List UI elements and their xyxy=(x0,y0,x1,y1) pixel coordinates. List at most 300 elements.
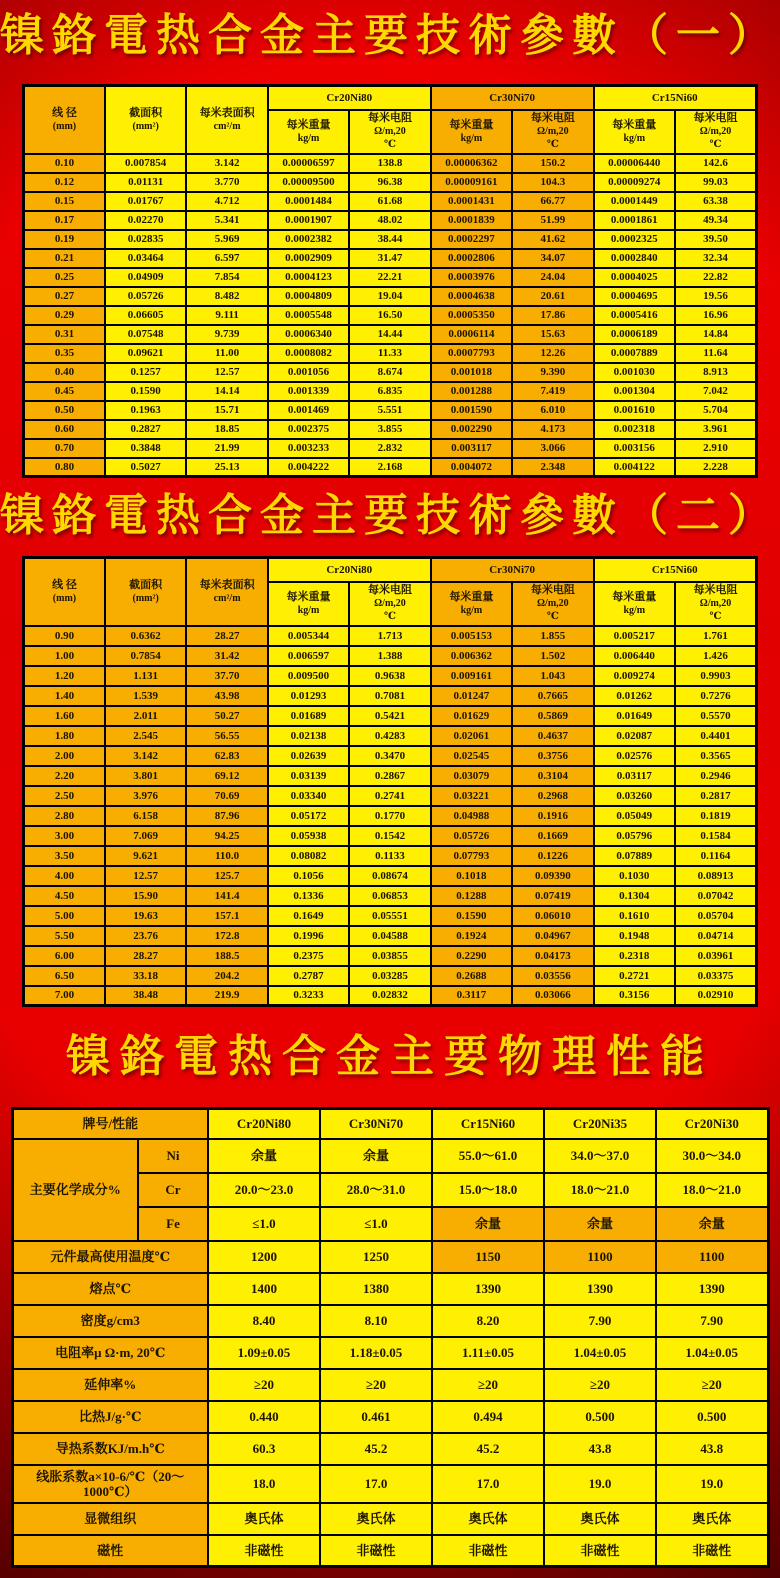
param-cell: 0.1133 xyxy=(349,846,430,866)
param-row xyxy=(24,420,757,439)
element-label: Ni xyxy=(138,1139,208,1173)
alloy-group-header: Cr20Ni80 xyxy=(268,86,431,110)
param-row xyxy=(24,986,757,1006)
param-cell: 0.2375 xyxy=(268,946,349,966)
param-cell: 16.50 xyxy=(349,306,430,325)
chem-value-cell: 15.0～18.0 xyxy=(432,1173,544,1207)
param-cell: 0.1056 xyxy=(268,866,349,886)
param-cell: 9.739 xyxy=(186,325,267,344)
param-cell: 41.62 xyxy=(512,230,593,249)
phys-property-row xyxy=(12,1337,768,1369)
param-cell: 172.8 xyxy=(186,926,267,946)
param-cell: 0.005153 xyxy=(431,626,512,646)
phys-property-row xyxy=(12,1241,768,1273)
param-cell: 0.001339 xyxy=(268,382,349,401)
param-cell: 110.0 xyxy=(186,846,267,866)
chem-value-cell: 余量 xyxy=(544,1207,656,1241)
param-cell: 0.2741 xyxy=(349,786,430,806)
param-cell: 28.27 xyxy=(105,946,186,966)
param-row xyxy=(24,626,757,646)
param-cell: 1.131 xyxy=(105,666,186,686)
param-cell: 11.33 xyxy=(349,344,430,363)
surface-area-header: 每米表面积 cm²/m xyxy=(186,558,267,626)
alloy-name-header: Cr30Ni70 xyxy=(320,1109,432,1139)
param-cell: 219.9 xyxy=(186,986,267,1006)
phys-value-cell: 8.40 xyxy=(208,1305,320,1337)
param-cell: 0.0001484 xyxy=(268,192,349,211)
param-cell: 0.9638 xyxy=(349,666,430,686)
param-cell: 0.2688 xyxy=(431,966,512,986)
chem-value-cell: ≤1.0 xyxy=(320,1207,432,1241)
param-cell: 12.57 xyxy=(186,363,267,382)
diameter-header: 线 径 (mm) xyxy=(24,558,105,626)
phys-value-cell: 1.04±0.05 xyxy=(544,1337,656,1369)
param-cell: 0.07793 xyxy=(431,846,512,866)
param-cell: 51.99 xyxy=(512,211,593,230)
param-cell: 1.60 xyxy=(24,706,105,726)
param-cell: 138.8 xyxy=(349,154,430,173)
param-cell: 0.07889 xyxy=(594,846,675,866)
phys-value-cell: 1100 xyxy=(656,1241,768,1273)
param-cell: 11.64 xyxy=(675,344,757,363)
param-cell: 0.02832 xyxy=(349,986,430,1006)
param-cell: 16.96 xyxy=(675,306,757,325)
param-cell: 25.13 xyxy=(186,458,267,477)
param-cell: 2.348 xyxy=(512,458,593,477)
param-cell: 0.1996 xyxy=(268,926,349,946)
param-cell: 69.12 xyxy=(186,766,267,786)
alloy-group-header: Cr20Ni80 xyxy=(268,558,431,582)
phys-property-row xyxy=(12,1401,768,1433)
param-cell: 2.50 xyxy=(24,786,105,806)
chem-composition-row xyxy=(12,1139,768,1173)
param-row xyxy=(24,306,757,325)
param-cell: 15.71 xyxy=(186,401,267,420)
param-cell: 0.27 xyxy=(24,287,105,306)
param-cell: 0.29 xyxy=(24,306,105,325)
param-row xyxy=(24,287,757,306)
param-cell: 0.05704 xyxy=(675,906,757,926)
param-cell: 4.173 xyxy=(512,420,593,439)
param-cell: 1.00 xyxy=(24,646,105,666)
weight-per-meter-header: 每米重量 kg/m xyxy=(594,582,675,626)
param-cell: 0.02270 xyxy=(105,211,186,230)
param-cell: 0.1669 xyxy=(512,826,593,846)
param-cell: 0.003117 xyxy=(431,439,512,458)
param-cell: 0.0001431 xyxy=(431,192,512,211)
phys-value-cell: 1.04±0.05 xyxy=(656,1337,768,1369)
param-cell: 56.55 xyxy=(186,726,267,746)
param-cell: 0.80 xyxy=(24,458,105,477)
param-cell: 0.05726 xyxy=(105,287,186,306)
param-row xyxy=(24,886,757,906)
param-table-2 xyxy=(22,556,758,1007)
phys-value-cell: 非磁性 xyxy=(320,1535,432,1567)
param-cell: 0.1770 xyxy=(349,806,430,826)
param-cell: 0.03340 xyxy=(268,786,349,806)
param-cell: 0.07042 xyxy=(675,886,757,906)
alloy-group-header: Cr15Ni60 xyxy=(594,86,757,110)
param-cell: 0.17 xyxy=(24,211,105,230)
param-cell: 0.2817 xyxy=(675,786,757,806)
param-cell: 0.2968 xyxy=(512,786,593,806)
phys-value-cell: 0.494 xyxy=(432,1401,544,1433)
param-row xyxy=(24,926,757,946)
phys-value-cell: 1100 xyxy=(544,1241,656,1273)
param-cell: 0.4637 xyxy=(512,726,593,746)
param-cell: 1.80 xyxy=(24,726,105,746)
param-row xyxy=(24,401,757,420)
phys-value-cell: 7.90 xyxy=(656,1305,768,1337)
param-cell: 4.50 xyxy=(24,886,105,906)
param-cell: 0.70 xyxy=(24,439,105,458)
param-cell: 0.06605 xyxy=(105,306,186,325)
param-cell: 0.3156 xyxy=(594,986,675,1006)
element-label: Cr xyxy=(138,1173,208,1207)
param-cell: 0.3104 xyxy=(512,766,593,786)
param-cell: 0.2867 xyxy=(349,766,430,786)
param-row xyxy=(24,706,757,726)
param-row xyxy=(24,458,757,477)
param-cell: 31.47 xyxy=(349,249,430,268)
param-cell: 0.05551 xyxy=(349,906,430,926)
param-cell: 0.09621 xyxy=(105,344,186,363)
param-cell: 0.04967 xyxy=(512,926,593,946)
param-cell: 0.1257 xyxy=(105,363,186,382)
param-cell: 1.20 xyxy=(24,666,105,686)
property-label: 线胀系数a×10-6/℃（20～1000℃） xyxy=(12,1465,208,1503)
phys-value-cell: 1390 xyxy=(432,1273,544,1305)
param-cell: 0.03260 xyxy=(594,786,675,806)
phys-value-cell: 1150 xyxy=(432,1241,544,1273)
section-area-header: 截面积 (mm²) xyxy=(105,558,186,626)
param-cell: 2.011 xyxy=(105,706,186,726)
param-cell: 12.26 xyxy=(512,344,593,363)
param-cell: 0.005217 xyxy=(594,626,675,646)
param-cell: 15.90 xyxy=(105,886,186,906)
resistance-per-meter-header: 每米电阻 Ω/m,20 ℃ xyxy=(675,582,757,626)
param-cell: 0.15 xyxy=(24,192,105,211)
phys-value-cell: 7.90 xyxy=(544,1305,656,1337)
param-cell: 1.502 xyxy=(512,646,593,666)
param-cell: 2.228 xyxy=(675,458,757,477)
param-cell: 0.02576 xyxy=(594,746,675,766)
param-cell: 0.1610 xyxy=(594,906,675,926)
param-cell: 0.01131 xyxy=(105,173,186,192)
param-cell: 3.142 xyxy=(105,746,186,766)
phys-value-cell: 1400 xyxy=(208,1273,320,1305)
param-cell: 8.913 xyxy=(675,363,757,382)
phys-value-cell: 1380 xyxy=(320,1273,432,1305)
phys-value-cell: 奥氏体 xyxy=(320,1503,432,1535)
chem-value-cell: 余量 xyxy=(320,1139,432,1173)
param-cell: 0.02910 xyxy=(675,986,757,1006)
param-cell: 0.0001861 xyxy=(594,211,675,230)
param-cell: 0.1584 xyxy=(675,826,757,846)
param-cell: 19.56 xyxy=(675,287,757,306)
param-cell: 5.50 xyxy=(24,926,105,946)
param-cell: 0.009500 xyxy=(268,666,349,686)
param-cell: 0.02087 xyxy=(594,726,675,746)
param-cell: 0.001030 xyxy=(594,363,675,382)
param-cell: 3.976 xyxy=(105,786,186,806)
chem-value-cell: 55.0～61.0 xyxy=(432,1139,544,1173)
phys-value-cell: 43.8 xyxy=(544,1433,656,1465)
param-cell: 9.390 xyxy=(512,363,593,382)
param-cell: 0.7276 xyxy=(675,686,757,706)
param-cell: 0.2827 xyxy=(105,420,186,439)
param-cell: 0.1649 xyxy=(268,906,349,926)
param-cell: 0.35 xyxy=(24,344,105,363)
param-cell: 0.0005350 xyxy=(431,306,512,325)
param-cell: 142.6 xyxy=(675,154,757,173)
param-cell: 0.0002909 xyxy=(268,249,349,268)
param-row xyxy=(24,666,757,686)
param-cell: 0.0004809 xyxy=(268,287,349,306)
alloy-group-header: Cr30Ni70 xyxy=(431,558,594,582)
param-cell: 0.04909 xyxy=(105,268,186,287)
phys-property-row xyxy=(12,1465,768,1503)
phys-property-row xyxy=(12,1433,768,1465)
phys-value-cell: 19.0 xyxy=(544,1465,656,1503)
phys-property-row xyxy=(12,1305,768,1337)
param-cell: 0.21 xyxy=(24,249,105,268)
param-cell: 0.002318 xyxy=(594,420,675,439)
phys-property-row xyxy=(12,1535,768,1567)
param-cell: 0.0002325 xyxy=(594,230,675,249)
chem-value-cell: 余量 xyxy=(208,1139,320,1173)
param-cell: 2.80 xyxy=(24,806,105,826)
param-cell: 0.04588 xyxy=(349,926,430,946)
phys-property-row xyxy=(12,1273,768,1305)
param-cell: 0.03221 xyxy=(431,786,512,806)
phys-value-cell: 19.0 xyxy=(656,1465,768,1503)
param-cell: 0.003156 xyxy=(594,439,675,458)
param-cell: 0.001610 xyxy=(594,401,675,420)
param-cell: 0.05938 xyxy=(268,826,349,846)
param-cell: 0.1336 xyxy=(268,886,349,906)
param-cell: 0.001288 xyxy=(431,382,512,401)
diameter-header: 线 径 (mm) xyxy=(24,86,105,154)
param-cell: 204.2 xyxy=(186,966,267,986)
param-cell: 0.005344 xyxy=(268,626,349,646)
property-label: 显微组织 xyxy=(12,1503,208,1535)
phys-value-cell: ≥20 xyxy=(320,1369,432,1401)
param-cell: 5.551 xyxy=(349,401,430,420)
param-cell: 0.02545 xyxy=(431,746,512,766)
param-cell: 141.4 xyxy=(186,886,267,906)
param-cell: 0.5869 xyxy=(512,706,593,726)
param-cell: 61.68 xyxy=(349,192,430,211)
param-cell: 6.010 xyxy=(512,401,593,420)
alloy-name-header: Cr20Ni30 xyxy=(656,1109,768,1139)
param-cell: 5.969 xyxy=(186,230,267,249)
param-cell: 12.57 xyxy=(105,866,186,886)
param-cell: 0.009161 xyxy=(431,666,512,686)
param-cell: 19.63 xyxy=(105,906,186,926)
param-cell: 0.0006340 xyxy=(268,325,349,344)
param-cell: 0.10 xyxy=(24,154,105,173)
phys-value-cell: 1250 xyxy=(320,1241,432,1273)
alloy-group-header: Cr30Ni70 xyxy=(431,86,594,110)
chem-value-cell: 余量 xyxy=(432,1207,544,1241)
param-cell: 0.00009161 xyxy=(431,173,512,192)
param-cell: 0.05049 xyxy=(594,806,675,826)
param-cell: 7.854 xyxy=(186,268,267,287)
param-cell: 0.07419 xyxy=(512,886,593,906)
param-cell: 0.1963 xyxy=(105,401,186,420)
param-cell: 0.00009500 xyxy=(268,173,349,192)
param-cell: 0.1590 xyxy=(105,382,186,401)
param-cell: 0.50 xyxy=(24,401,105,420)
param-cell: 24.04 xyxy=(512,268,593,287)
param-cell: 3.00 xyxy=(24,826,105,846)
param-cell: 0.1226 xyxy=(512,846,593,866)
param-cell: 0.001304 xyxy=(594,382,675,401)
param-cell: 0.001056 xyxy=(268,363,349,382)
phys-value-cell: 非磁性 xyxy=(208,1535,320,1567)
param-cell: 14.84 xyxy=(675,325,757,344)
param-cell: 0.01293 xyxy=(268,686,349,706)
param-row xyxy=(24,249,757,268)
resistance-per-meter-header: 每米电阻 Ω/m,20 ℃ xyxy=(349,582,430,626)
param-cell: 0.04714 xyxy=(675,926,757,946)
param-cell: 0.04988 xyxy=(431,806,512,826)
param-cell: 2.00 xyxy=(24,746,105,766)
param-cell: 0.02639 xyxy=(268,746,349,766)
property-label: 密度g/cm3 xyxy=(12,1305,208,1337)
param-cell: 2.20 xyxy=(24,766,105,786)
param-row xyxy=(24,966,757,986)
phys-value-cell: 43.8 xyxy=(656,1433,768,1465)
param-cell: 0.006362 xyxy=(431,646,512,666)
param-cell: 15.63 xyxy=(512,325,593,344)
param-cell: 0.03556 xyxy=(512,966,593,986)
phys-value-cell: 17.0 xyxy=(432,1465,544,1503)
param-cell: 0.05172 xyxy=(268,806,349,826)
param-cell: 0.07548 xyxy=(105,325,186,344)
resistance-per-meter-header: 每米电阻 Ω/m,20 ℃ xyxy=(675,110,757,154)
param-cell: 7.419 xyxy=(512,382,593,401)
param-row xyxy=(24,946,757,966)
param-cell: 0.01689 xyxy=(268,706,349,726)
param-cell: 0.02061 xyxy=(431,726,512,746)
param-cell: 7.042 xyxy=(675,382,757,401)
alloy-group-header: Cr15Ni60 xyxy=(594,558,757,582)
param-cell: 0.02138 xyxy=(268,726,349,746)
param-cell: 34.07 xyxy=(512,249,593,268)
param-cell: 2.832 xyxy=(349,439,430,458)
param-cell: 0.0004025 xyxy=(594,268,675,287)
param-row xyxy=(24,230,757,249)
param-cell: 0.3470 xyxy=(349,746,430,766)
alloy-name-header: Cr20Ni80 xyxy=(208,1109,320,1139)
param-row xyxy=(24,786,757,806)
param-cell: 0.0002297 xyxy=(431,230,512,249)
physical-table xyxy=(11,1107,770,1568)
phys-value-cell: 奥氏体 xyxy=(208,1503,320,1535)
param-row xyxy=(24,766,757,786)
resistance-per-meter-header: 每米电阻 Ω/m,20 ℃ xyxy=(512,110,593,154)
param-cell: 0.60 xyxy=(24,420,105,439)
weight-per-meter-header: 每米重量 kg/m xyxy=(431,110,512,154)
phys-value-cell: ≥20 xyxy=(432,1369,544,1401)
param-cell: 0.0008082 xyxy=(268,344,349,363)
param-cell: 0.08082 xyxy=(268,846,349,866)
param-cell: 0.5027 xyxy=(105,458,186,477)
phys-value-cell: 1.18±0.05 xyxy=(320,1337,432,1369)
param-cell: 0.19 xyxy=(24,230,105,249)
param-cell: 0.5570 xyxy=(675,706,757,726)
param-cell: 0.04173 xyxy=(512,946,593,966)
param-cell: 19.04 xyxy=(349,287,430,306)
chem-value-cell: 30.0～34.0 xyxy=(656,1139,768,1173)
phys-value-cell: ≥20 xyxy=(656,1369,768,1401)
param-cell: 39.50 xyxy=(675,230,757,249)
param-cell: 0.45 xyxy=(24,382,105,401)
param-cell: 104.3 xyxy=(512,173,593,192)
param-cell: 0.1288 xyxy=(431,886,512,906)
param-cell: 94.25 xyxy=(186,826,267,846)
param-cell: 32.34 xyxy=(675,249,757,268)
param-cell: 125.7 xyxy=(186,866,267,886)
param-table-1 xyxy=(22,84,758,478)
param-cell: 0.3117 xyxy=(431,986,512,1006)
param-cell: 14.14 xyxy=(186,382,267,401)
resistance-per-meter-header: 每米电阻 Ω/m,20 ℃ xyxy=(512,582,593,626)
param-cell: 0.004072 xyxy=(431,458,512,477)
param-cell: 0.31 xyxy=(24,325,105,344)
phys-value-cell: 60.3 xyxy=(208,1433,320,1465)
chem-value-cell: 18.0～21.0 xyxy=(656,1173,768,1207)
param-row xyxy=(24,382,757,401)
param-cell: 22.21 xyxy=(349,268,430,287)
param-cell: 17.86 xyxy=(512,306,593,325)
weight-per-meter-header: 每米重量 kg/m xyxy=(431,582,512,626)
param-cell: 0.0002806 xyxy=(431,249,512,268)
param-cell: 0.3233 xyxy=(268,986,349,1006)
param-cell: 3.770 xyxy=(186,173,267,192)
param-cell: 0.1916 xyxy=(512,806,593,826)
param-cell: 3.142 xyxy=(186,154,267,173)
param-cell: 0.90 xyxy=(24,626,105,646)
param-cell: 18.85 xyxy=(186,420,267,439)
phys-value-cell: 45.2 xyxy=(320,1433,432,1465)
param-row xyxy=(24,192,757,211)
param-cell: 0.9903 xyxy=(675,666,757,686)
phys-value-cell: 奥氏体 xyxy=(544,1503,656,1535)
param-cell: 9.621 xyxy=(105,846,186,866)
param-cell: 1.713 xyxy=(349,626,430,646)
param-cell: 0.25 xyxy=(24,268,105,287)
param-row xyxy=(24,746,757,766)
phys-value-cell: 非磁性 xyxy=(656,1535,768,1567)
param-cell: 6.597 xyxy=(186,249,267,268)
param-row xyxy=(24,344,757,363)
param-cell: 0.09390 xyxy=(512,866,593,886)
phys-value-cell: 奥氏体 xyxy=(432,1503,544,1535)
title-physical: 镍鉻電热合金主要物理性能 xyxy=(66,1032,714,1081)
phys-value-cell: 1.09±0.05 xyxy=(208,1337,320,1369)
phys-value-cell: 奥氏体 xyxy=(656,1503,768,1535)
param-cell: 0.007854 xyxy=(105,154,186,173)
param-cell: 0.00006362 xyxy=(431,154,512,173)
param-cell: 1.539 xyxy=(105,686,186,706)
param-cell: 0.01629 xyxy=(431,706,512,726)
param-cell: 63.38 xyxy=(675,192,757,211)
chem-value-cell: 28.0～31.0 xyxy=(320,1173,432,1207)
param-cell: 0.01767 xyxy=(105,192,186,211)
